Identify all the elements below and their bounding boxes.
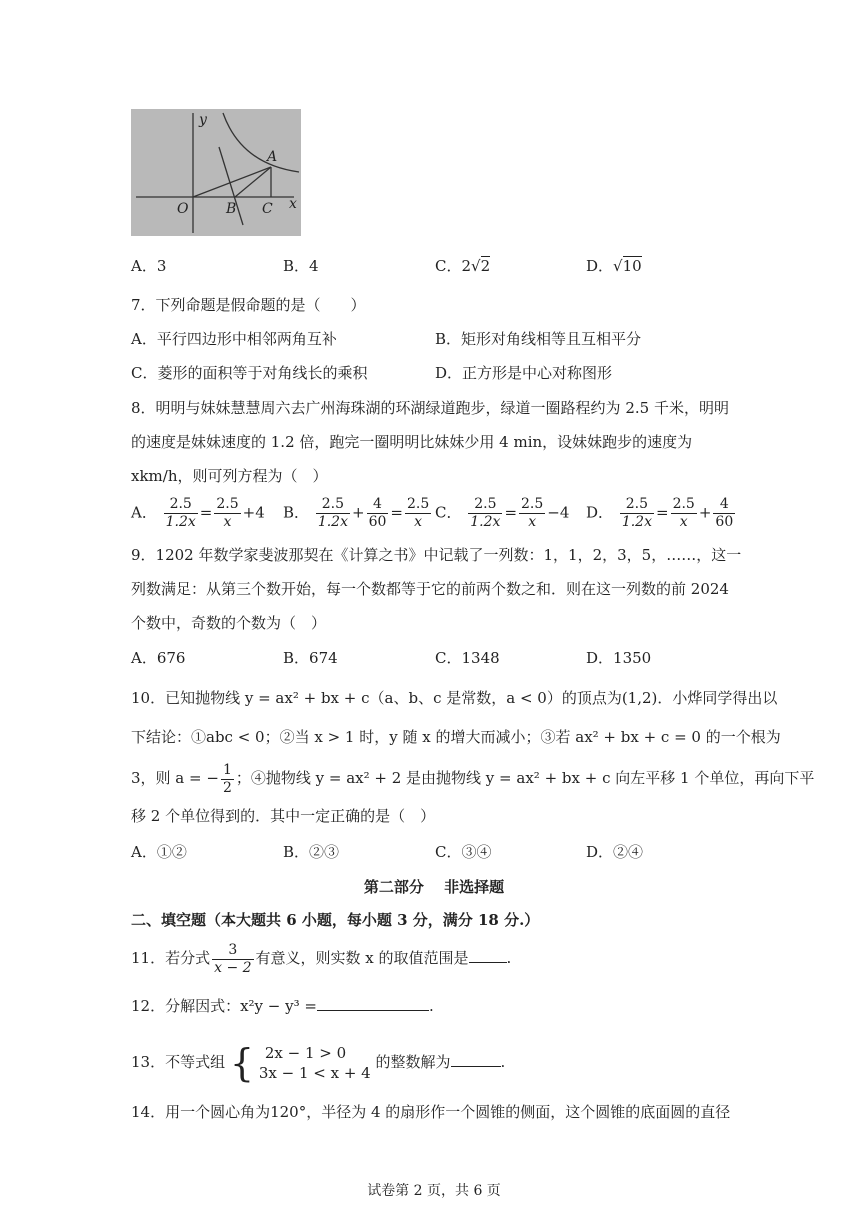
y-label: y [199,112,207,128]
section-two-heading: 二、填空题（本大题共 6 小题，每小题 3 分，满分 18 分.） [131,911,540,929]
left-brace-icon: { [229,1041,255,1085]
q7-option-a: A．平行四边形中相邻两角互补 [131,330,337,348]
hyperbola-curve [223,113,299,172]
origin-label: O [177,201,189,217]
q6-option-d: D．√10 [586,257,642,275]
q13-answer-blank[interactable] [451,1052,501,1067]
q10-line-3: 3，则 a = − $\frac{1}{2}$ ；④抛物线 y = ax² + 2 是由抛物线 y = ax² + bx + c 向左平移 1 个单位，再向下平 [131,761,815,796]
q7-option-b: B．矩形对角线相等且互相平分 [435,330,642,348]
q6-option-b: B．4 [283,257,319,275]
q11-answer-blank[interactable] [469,948,507,963]
q9-option-c: C．1348 [435,649,500,667]
coordinate-figure [131,109,301,236]
q10-line-4: 移 2 个单位得到的．其中一定正确的是（ ） [131,807,436,825]
q8-option-d: D． $\frac{2.5}{1.2x}$ = $\frac{2.5}{x}$ + $\frac{4}{60}$ [586,496,734,530]
q7-stem: 7．下列命题是假命题的是（ ） [131,296,366,314]
q9-option-a: A．676 [131,649,186,667]
part-two-heading: 第二部分 非选择题 [363,878,505,896]
q10-option-b: B．②③ [283,843,340,861]
q12-answer-blank[interactable] [317,996,429,1011]
q6-option-a: A．3 [131,257,167,275]
q7-option-d: D．正方形是中心对称图形 [435,364,613,382]
q10-option-d: D．②④ [586,843,644,861]
q8-option-c: C． $\frac{2.5}{1.2x}$ = $\frac{2.5}{x}$ −4 [435,496,570,530]
q9-option-d: D．1350 [586,649,652,667]
q9-line-2: 列数满足：从第三个数开始，每一个数都等于它的前两个数之和．则在这一列数的前 2024 [131,580,729,598]
q13: 13．不等式组 { 2x − 1 > 0 3x − 1 < x + 4 的整数解为 . [131,1041,506,1085]
q10-line-1: 10．已知抛物线 y = ax² + bx + c（a、b、c 是常数，a < 0）的顶点为(1,2)．小烨同学得出以 [131,689,778,707]
q10-option-a: A．①② [131,843,187,861]
function-graph [131,109,301,236]
point-b-label: B [226,201,237,217]
q8-option-b: B． $\frac{2.5}{1.2x}$ + $\frac{4}{60}$ = $\frac{2.5}{x}$ [283,496,430,530]
point-a-label: A [267,149,278,165]
q11: 11．若分式 $\frac{3}{x - 2}$ 有意义，则实数 x 的取值范围是 . [131,941,512,976]
segment-ba [235,167,271,197]
x-label: x [289,196,297,212]
q9-line-3: 个数中，奇数的个数为（ ） [131,614,327,632]
segment-oa [193,167,271,197]
q8-line-2: 的速度是妹妹速度的 1.2 倍，跑完一圈明明比妹妹少用 4 min，设妹妹跑步的速度为 [131,433,693,451]
q9-option-b: B．674 [283,649,338,667]
q14-line-1: 14．用一个圆心角为120°，半径为 4 的扇形作一个圆锥的侧面，这个圆锥的底面圆的直径 [131,1103,731,1121]
point-c-label: C [262,201,273,217]
q8-line-3: xkm/h，则可列方程为（ ） [131,467,328,485]
q6-option-c: C．2√2 [435,257,491,275]
q7-option-c: C．菱形的面积等于对角线长的乘积 [131,364,368,382]
q10-line-2: 下结论：①abc < 0；②当 x > 1 时，y 随 x 的增大而减小；③若 ax² + bx + c = 0 的一个根为 [131,728,781,746]
q12: 12．分解因式：x²y − y³ = . [131,997,434,1015]
q8-option-a: A． $\frac{2.5}{1.2x}$ = $\frac{2.5}{x}$ +4 [131,496,265,530]
q9-line-1: 9．1202 年数学家斐波那契在《计算之书》中记载了一列数：1，1，2，3，5，……，这一 [131,546,742,564]
q8-line-1: 8．明明与妹妹慧慧周六去广州海珠湖的环湖绿道跑步，绿道一圈路程约为 2.5 千米，明明 [131,399,729,417]
q10-option-c: C．③④ [435,843,492,861]
page-footer: 试卷第 2 页，共 6 页 [367,1183,501,1199]
